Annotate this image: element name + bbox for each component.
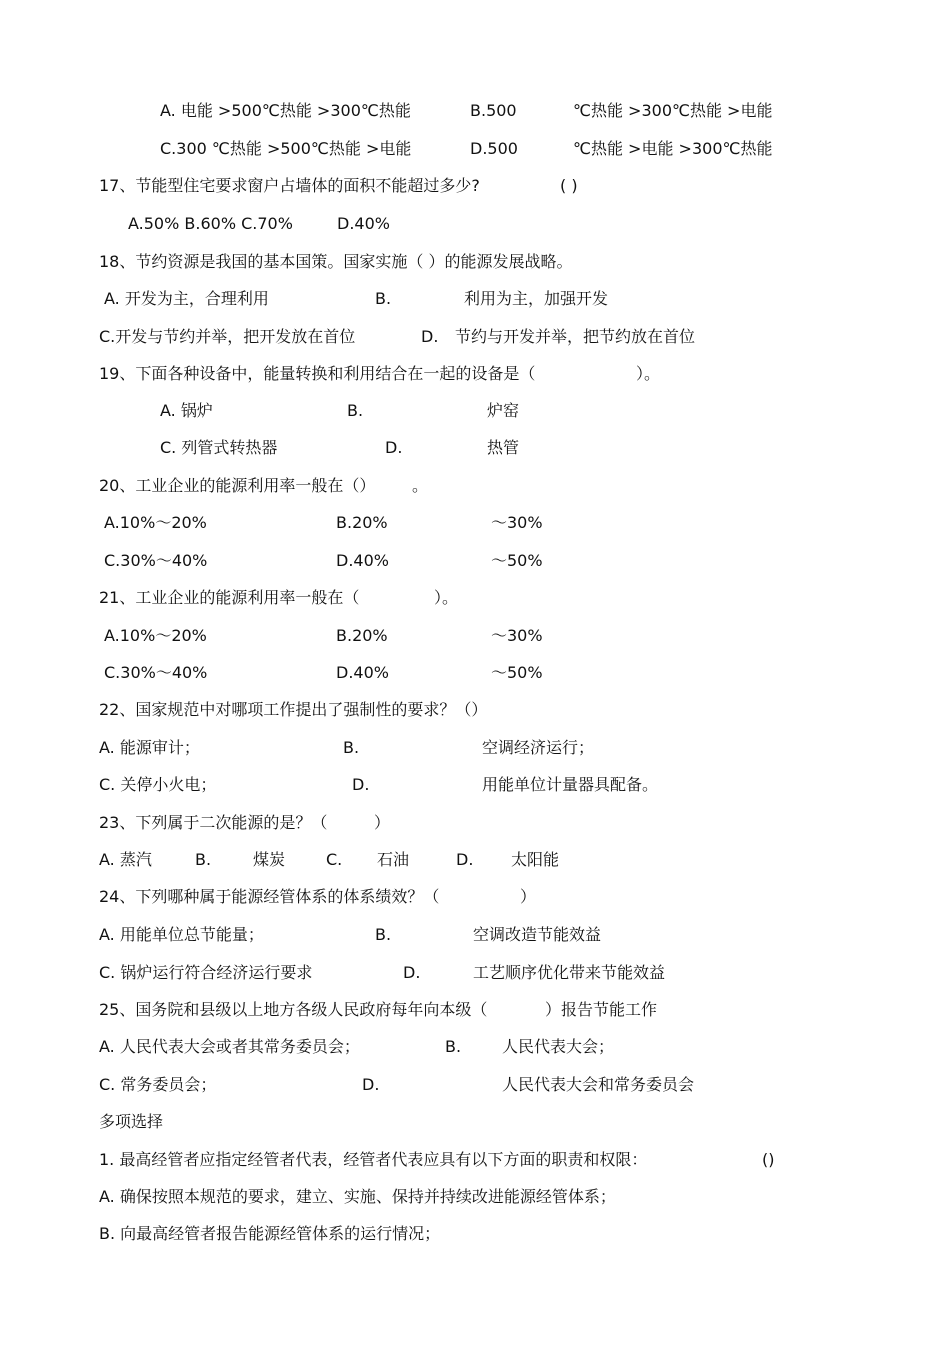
option-c: C.300 ℃热能 >500℃热能 >电能 [160, 139, 412, 158]
option-a: A. 能源审计； [99, 738, 200, 757]
option-d-text: 工艺顺序优化带来节能效益 [473, 963, 666, 982]
answer-blank: ） [374, 813, 391, 832]
answer-blank: () [762, 1150, 775, 1169]
option-d-label: D.40% [336, 551, 389, 570]
option-d-label: D. [456, 850, 474, 869]
option-a: A. 蒸汽 [99, 850, 152, 869]
option-a: A. 人民代表大会或者其常务委员会； [99, 1037, 360, 1056]
option-b-label: B.20% [336, 626, 388, 645]
option-b-text: 空调改造节能效益 [473, 925, 602, 944]
question-text: 18、节约资源是我国的基本国策。国家实施（ ）的能源发展战略。 [99, 252, 573, 271]
question-text: 22、国家规范中对哪项工作提出了强制性的要求？（） [99, 700, 488, 719]
option-c: C. 关停小火电； [99, 775, 217, 794]
option-b-text: 煤炭 [253, 850, 286, 869]
option-a: A. 开发为主，合理利用 [104, 289, 269, 308]
option-d-text: 人民代表大会和常务委员会 [502, 1075, 695, 1094]
option-d-text: ℃热能 >电能 >300℃热能 [573, 139, 773, 158]
option-d-label: D.40% [336, 663, 389, 682]
option-b-text: ～30% [491, 626, 543, 645]
option-b-text: 空调经济运行； [482, 738, 595, 757]
option-b-label: B.20% [336, 513, 388, 532]
answer-blank: ）。 [434, 588, 459, 607]
question-text: 24、下列哪种属于能源经管体系的体系绩效？（ [99, 887, 440, 906]
option-b-text: ℃热能 >300℃热能 >电能 [573, 101, 773, 120]
options-abc: A.50% B.60% C.70% [128, 214, 293, 233]
option-d-text: 太阳能 [511, 850, 560, 869]
question-text: 20、工业企业的能源利用率一般在（） [99, 476, 376, 495]
question-text: 19、下面各种设备中，能量转换和利用结合在一起的设备是（ [99, 364, 536, 383]
option-a: A. 用能单位总节能量； [99, 925, 264, 944]
option-b-text: ～30% [491, 513, 543, 532]
option-d-label: D. [403, 963, 421, 982]
question-text: 25、国务院和县级以上地方各级人民政府每年向本级（ [99, 1000, 488, 1019]
option-b-label: B. [375, 289, 392, 308]
option-b-label: B. [445, 1037, 462, 1056]
option-c-label: C. [326, 850, 343, 869]
option-b-label: B. [375, 925, 392, 944]
option-b-label: B. [343, 738, 360, 757]
question-text: 1. 最高经管者应指定经管者代表，经管者代表应具有以下方面的职责和权限： [99, 1150, 648, 1169]
option-c: C. 锅炉运行符合经济运行要求 [99, 963, 313, 982]
question-end: ）报告节能工作 [545, 1000, 658, 1019]
question-end: 。 [412, 476, 429, 495]
option-d-text: 热管 [487, 438, 520, 457]
option-c-text: 石油 [377, 850, 410, 869]
option-b-text: 人民代表大会； [502, 1037, 615, 1056]
option-d-label: D. [362, 1075, 380, 1094]
option-b-label: B.500 [470, 101, 517, 120]
option-b-label: B. [195, 850, 212, 869]
option-c: C.30%～40% [104, 663, 208, 682]
option-b-label: B. [347, 401, 364, 420]
option-d-label: D. [421, 327, 439, 346]
option-d-label: D.500 [470, 139, 518, 158]
option-d-label: D. [385, 438, 403, 457]
section-title: 多项选择 [99, 1112, 164, 1131]
option-c: C.开发与节约并举，把开发放在首位 [99, 327, 356, 346]
option-d-label: D. [352, 775, 370, 794]
option-c: C. 常务委员会； [99, 1075, 217, 1094]
option-d-text: ～50% [491, 551, 543, 570]
question-text: 17、节能型住宅要求窗户占墙体的面积不能超过多少? [99, 176, 480, 195]
option-c: C.30%～40% [104, 551, 208, 570]
answer-blank: ） [520, 887, 537, 906]
option-a: A.10%～20% [104, 513, 207, 532]
option-a: A. 确保按照本规范的要求，建立、实施、保持并持续改进能源经管体系； [99, 1187, 616, 1206]
option-a: A.10%～20% [104, 626, 207, 645]
option-d: D.40% [337, 214, 390, 233]
option-d-text: 用能单位计量器具配备。 [482, 775, 659, 794]
option-c: C. 列管式转热器 [160, 438, 278, 457]
question-text: 21、工业企业的能源利用率一般在（ [99, 588, 360, 607]
question-text: 23、下列属于二次能源的是？（ [99, 813, 328, 832]
option-b-text: 利用为主，加强开发 [464, 289, 609, 308]
option-d-text: ～50% [491, 663, 543, 682]
answer-blank: ）。 [636, 364, 661, 383]
answer-blank: ( ) [560, 176, 578, 195]
option-b-text: 炉窑 [487, 401, 520, 420]
option-a: A. 锅炉 [160, 401, 213, 420]
option-d-text: 节约与开发并举，把节约放在首位 [455, 327, 696, 346]
option-a: A. 电能 >500℃热能 >300℃热能 [160, 101, 411, 120]
option-b: B. 向最高经管者报告能源经管体系的运行情况； [99, 1224, 441, 1243]
